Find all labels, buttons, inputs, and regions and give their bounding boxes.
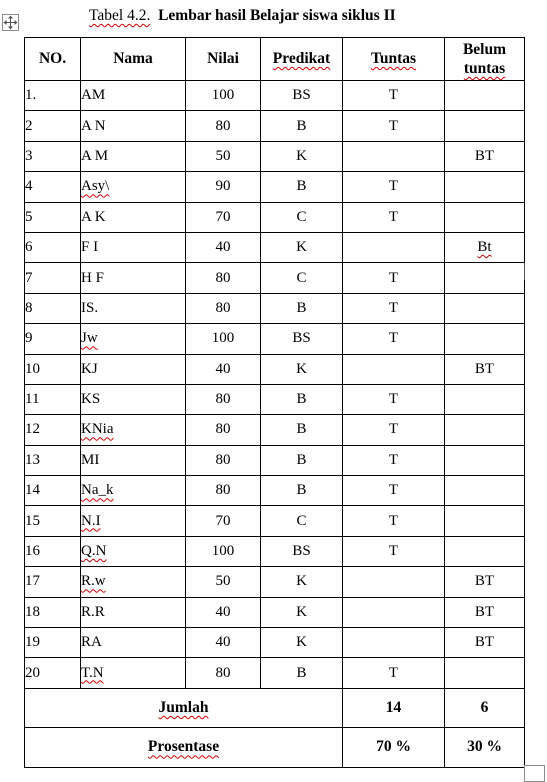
cell-nama-text: Q.N	[81, 543, 107, 560]
cell-nilai	[186, 232, 261, 262]
cell-belum-tuntas	[445, 111, 525, 141]
cell-tuntas	[343, 202, 445, 232]
cell-nilai	[186, 141, 261, 171]
cell-no-text: 11	[25, 391, 40, 408]
cell-tuntas	[343, 81, 445, 111]
table-resize-handle[interactable]	[524, 765, 545, 782]
text-cursor	[524, 263, 525, 280]
table-row	[25, 81, 525, 111]
table-row	[25, 597, 525, 627]
table-row	[25, 536, 525, 566]
cell-nilai-text: 50	[215, 147, 231, 164]
cell-nilai	[186, 506, 261, 536]
cell-tuntas-text: T	[388, 512, 399, 529]
cell-nama	[81, 263, 186, 293]
cell-nama	[81, 293, 186, 323]
cell-nilai-text: 90	[215, 178, 231, 195]
cell-nama	[81, 506, 186, 536]
cell-tuntas-text: T	[388, 299, 399, 316]
cell-tuntas	[343, 263, 445, 293]
cell-predikat-text: B	[296, 391, 307, 408]
cell-predikat	[261, 293, 343, 323]
cell-belum-tuntas	[445, 536, 525, 566]
header-predikat-label: Predikat	[272, 50, 331, 67]
cell-nama	[81, 415, 186, 445]
cell-tuntas-text: T	[388, 391, 399, 408]
cell-predikat	[261, 384, 343, 414]
cell-no-text: 16	[25, 543, 40, 560]
cell-predikat	[261, 111, 343, 141]
cell-no-text: 4	[25, 178, 33, 195]
cell-no-text: 15	[25, 512, 40, 529]
cell-belum-tuntas	[445, 81, 525, 111]
header-nama: Nama	[81, 38, 186, 81]
cell-belum-tuntas	[445, 202, 525, 232]
cell-nilai-text: 40	[215, 360, 231, 377]
prosentase-label: Prosentase	[147, 738, 220, 756]
cell-predikat-text: K	[296, 147, 307, 164]
cell-nama	[81, 354, 186, 384]
cell-belum-tuntas-text: BT	[474, 360, 495, 377]
cell-nilai	[186, 658, 261, 688]
cell-no	[25, 202, 81, 232]
cell-tuntas	[343, 536, 445, 566]
cell-no	[25, 536, 81, 566]
header-belum-line1: Belum	[462, 41, 507, 58]
cell-nilai	[186, 567, 261, 597]
cell-belum-tuntas-text: BT	[474, 603, 495, 620]
jumlah-belum: 6	[445, 688, 525, 727]
cell-tuntas-text: T	[388, 451, 399, 468]
cell-nama-text: Jw	[81, 330, 98, 347]
table-row	[25, 263, 525, 293]
cell-no-text: 10	[25, 360, 40, 377]
cell-belum-tuntas-text: BT	[474, 573, 495, 590]
cell-nilai-text: 80	[215, 421, 231, 438]
cell-tuntas-text: T	[388, 664, 399, 681]
results-table	[24, 37, 525, 768]
cell-tuntas	[343, 476, 445, 506]
cell-nama-text: IS.	[81, 299, 99, 316]
cell-belum-tuntas	[445, 263, 525, 293]
cell-no	[25, 415, 81, 445]
cell-nilai	[186, 293, 261, 323]
cell-nama-text: MI	[81, 451, 100, 468]
cell-predikat-text: B	[296, 482, 307, 499]
jumlah-tuntas: 14	[343, 688, 445, 727]
cell-belum-tuntas-text: BT	[474, 634, 495, 651]
table-row	[25, 232, 525, 262]
cell-predikat	[261, 506, 343, 536]
cell-nama	[81, 172, 186, 202]
cell-tuntas	[343, 506, 445, 536]
table-move-handle[interactable]	[2, 14, 19, 31]
table-row	[25, 384, 525, 414]
cell-nilai-text: 80	[215, 269, 231, 286]
cell-nama-text: A M	[81, 147, 109, 164]
cell-nama	[81, 567, 186, 597]
cell-tuntas	[343, 658, 445, 688]
cell-no-text: 1.	[25, 87, 37, 104]
cell-no-text: 18	[25, 603, 40, 620]
cell-predikat-text: C	[296, 269, 307, 286]
cell-nilai	[186, 111, 261, 141]
cell-no-text: 5	[25, 208, 33, 225]
cell-belum-tuntas	[445, 141, 525, 171]
cell-predikat-text: B	[296, 421, 307, 438]
cell-belum-tuntas	[445, 658, 525, 688]
cell-nilai-text: 40	[215, 603, 231, 620]
cell-predikat-text: B	[296, 117, 307, 134]
cell-belum-tuntas	[445, 476, 525, 506]
cell-nilai	[186, 597, 261, 627]
cell-belum-tuntas	[445, 293, 525, 323]
cell-nama	[81, 597, 186, 627]
cell-tuntas	[343, 141, 445, 171]
header-belum-line2: tuntas	[463, 60, 506, 77]
cell-nilai	[186, 384, 261, 414]
cell-no	[25, 81, 81, 111]
cell-predikat	[261, 141, 343, 171]
cell-predikat	[261, 354, 343, 384]
cell-no-text: 20	[25, 664, 40, 681]
caption-title: Lembar hasil Belajar siswa siklus II	[158, 7, 396, 24]
cell-no	[25, 476, 81, 506]
caption-prefix: Tabel 4.2.	[89, 7, 151, 24]
cell-nilai	[186, 628, 261, 658]
cell-no-text: 9	[25, 330, 33, 347]
cell-belum-tuntas-text: BT	[474, 147, 495, 164]
cell-no	[25, 384, 81, 414]
cell-tuntas-text: T	[388, 269, 399, 286]
cell-nama-text: H F	[81, 269, 104, 286]
cell-predikat	[261, 415, 343, 445]
cell-tuntas-text: T	[388, 330, 399, 347]
move-arrows-icon	[3, 15, 18, 30]
cell-nama-text: AM	[81, 87, 106, 104]
cell-tuntas	[343, 415, 445, 445]
cell-predikat-text: K	[296, 239, 307, 256]
cell-no	[25, 445, 81, 475]
cell-tuntas	[343, 445, 445, 475]
prosentase-label-cell	[25, 727, 343, 767]
cell-nilai-text: 80	[215, 391, 231, 408]
table-row	[25, 476, 525, 506]
cell-tuntas	[343, 172, 445, 202]
cell-predikat-text: K	[296, 634, 307, 651]
cell-predikat-text: K	[296, 603, 307, 620]
cell-no	[25, 324, 81, 354]
cell-belum-tuntas	[445, 597, 525, 627]
cell-nama-text: F I	[81, 239, 99, 256]
cell-belum-tuntas	[445, 384, 525, 414]
cell-nilai-text: 80	[215, 664, 231, 681]
cell-predikat	[261, 232, 343, 262]
cell-nilai-text: 40	[215, 634, 231, 651]
cell-nama-text: KNia	[81, 421, 114, 438]
table-row	[25, 628, 525, 658]
cell-nilai	[186, 354, 261, 384]
jumlah-label: Jumlah	[158, 698, 209, 716]
cell-no	[25, 597, 81, 627]
cell-predikat	[261, 536, 343, 566]
cell-no-text: 8	[25, 299, 33, 316]
cell-predikat	[261, 172, 343, 202]
cell-belum-tuntas	[445, 567, 525, 597]
cell-nilai-text: 100	[211, 543, 235, 560]
cell-tuntas-text: T	[388, 421, 399, 438]
cell-nilai	[186, 263, 261, 293]
cell-belum-tuntas	[445, 445, 525, 475]
prosentase-tuntas: 70 %	[343, 727, 445, 767]
cell-nama-text: R.w	[81, 573, 106, 590]
cell-predikat-text: C	[296, 208, 307, 225]
cell-predikat	[261, 202, 343, 232]
cell-nama	[81, 476, 186, 506]
cell-predikat-text: B	[296, 178, 307, 195]
cell-nilai-text: 100	[211, 330, 235, 347]
cell-nilai	[186, 202, 261, 232]
cell-predikat	[261, 324, 343, 354]
cell-nilai	[186, 172, 261, 202]
cell-belum-tuntas	[445, 628, 525, 658]
cell-predikat	[261, 263, 343, 293]
cell-nama	[81, 445, 186, 475]
prosentase-row	[25, 727, 525, 767]
cell-nama-text: KS	[81, 391, 101, 408]
cell-nama-text: Asy\	[81, 178, 110, 195]
cell-tuntas	[343, 324, 445, 354]
cell-nama-text: A N	[81, 117, 106, 134]
cell-nama	[81, 324, 186, 354]
cell-nilai-text: 70	[215, 512, 231, 529]
cell-predikat	[261, 81, 343, 111]
cell-belum-tuntas	[445, 172, 525, 202]
cell-tuntas-text: T	[388, 87, 399, 104]
cell-belum-tuntas	[445, 354, 525, 384]
header-no: NO.	[25, 38, 81, 81]
cell-nilai	[186, 81, 261, 111]
cell-no-text: 3	[25, 147, 33, 164]
cell-belum-tuntas	[445, 415, 525, 445]
cell-no	[25, 141, 81, 171]
table-row	[25, 415, 525, 445]
cell-no-text: 17	[25, 573, 40, 590]
table-caption	[89, 6, 396, 26]
cell-predikat-text: K	[296, 573, 307, 590]
cell-tuntas-text: T	[388, 208, 399, 225]
cell-nama	[81, 628, 186, 658]
header-belum-tuntas	[445, 38, 525, 81]
cell-belum-tuntas	[445, 324, 525, 354]
cell-no	[25, 567, 81, 597]
table-row	[25, 658, 525, 688]
cell-no-text: 13	[25, 451, 40, 468]
cell-tuntas	[343, 567, 445, 597]
cell-predikat-text: C	[296, 512, 307, 529]
cell-nilai	[186, 536, 261, 566]
cell-predikat	[261, 567, 343, 597]
cell-no	[25, 354, 81, 384]
table-row	[25, 141, 525, 171]
cell-no	[25, 232, 81, 262]
cell-nilai-text: 70	[215, 208, 231, 225]
header-predikat	[261, 38, 343, 81]
cell-nilai	[186, 415, 261, 445]
cell-nilai-text: 80	[215, 482, 231, 499]
cell-nilai-text: 80	[215, 451, 231, 468]
cell-no-text: 6	[25, 239, 33, 256]
table-row	[25, 324, 525, 354]
header-tuntas-label: Tuntas	[370, 50, 417, 67]
cell-nama-text: R.R	[81, 603, 105, 620]
cell-tuntas-text: T	[388, 482, 399, 499]
cell-nilai	[186, 324, 261, 354]
table-row	[25, 202, 525, 232]
cell-no-text: 19	[25, 634, 40, 651]
cell-nama	[81, 232, 186, 262]
cell-no	[25, 172, 81, 202]
cell-nama-text: T.N	[81, 664, 104, 681]
cell-no	[25, 293, 81, 323]
table-row	[25, 172, 525, 202]
cell-no	[25, 506, 81, 536]
cell-nilai	[186, 445, 261, 475]
cell-nama-text: A K	[81, 208, 106, 225]
cell-predikat-text: BS	[292, 87, 311, 104]
table-row	[25, 354, 525, 384]
cell-predikat	[261, 476, 343, 506]
cell-tuntas	[343, 232, 445, 262]
cell-nama-text: KJ	[81, 360, 98, 377]
cell-predikat-text: B	[296, 664, 307, 681]
cell-nama-text: RA	[81, 634, 102, 651]
cell-no-text: 7	[25, 269, 33, 286]
cell-nama	[81, 536, 186, 566]
cell-predikat-text: B	[296, 299, 307, 316]
table-row	[25, 567, 525, 597]
table-row	[25, 111, 525, 141]
cell-predikat	[261, 597, 343, 627]
prosentase-belum: 30 %	[445, 727, 525, 767]
jumlah-label-cell	[25, 688, 343, 727]
table-row	[25, 445, 525, 475]
cell-nilai-text: 50	[215, 573, 231, 590]
cell-tuntas	[343, 597, 445, 627]
cell-tuntas	[343, 111, 445, 141]
cell-no	[25, 628, 81, 658]
cell-nilai	[186, 476, 261, 506]
cell-tuntas-text: T	[388, 543, 399, 560]
cell-predikat-text: K	[296, 360, 307, 377]
cell-nilai-text: 100	[211, 87, 235, 104]
cell-no	[25, 111, 81, 141]
cell-belum-tuntas	[445, 232, 525, 262]
cell-nama	[81, 384, 186, 414]
cell-no	[25, 263, 81, 293]
cell-belum-tuntas	[445, 506, 525, 536]
cell-tuntas	[343, 384, 445, 414]
cell-tuntas-text: T	[388, 178, 399, 195]
cell-nama-text: Na_k	[81, 482, 114, 499]
cell-belum-tuntas-text: Bt	[477, 239, 492, 256]
cell-nilai-text: 80	[215, 299, 231, 316]
table-row	[25, 506, 525, 536]
cell-tuntas	[343, 293, 445, 323]
cell-tuntas	[343, 628, 445, 658]
cell-nama-text: N.I	[81, 512, 101, 529]
cell-nama	[81, 111, 186, 141]
cell-tuntas-text: T	[388, 117, 399, 134]
cell-predikat	[261, 445, 343, 475]
cell-nama	[81, 658, 186, 688]
cell-predikat	[261, 658, 343, 688]
cell-nama	[81, 81, 186, 111]
cell-predikat	[261, 628, 343, 658]
cell-predikat-text: B	[296, 451, 307, 468]
cell-no	[25, 658, 81, 688]
cell-no-text: 14	[25, 482, 40, 499]
cell-nama	[81, 202, 186, 232]
table-header-row	[25, 38, 525, 81]
cell-predikat-text: BS	[292, 330, 311, 347]
cell-predikat-text: BS	[292, 543, 311, 560]
cell-nilai-text: 40	[215, 239, 231, 256]
jumlah-row	[25, 688, 525, 727]
cell-no-text: 2	[25, 117, 33, 134]
cell-nama	[81, 141, 186, 171]
cell-tuntas	[343, 354, 445, 384]
header-nilai: Nilai	[186, 38, 261, 81]
table-row	[25, 293, 525, 323]
cell-no-text: 12	[25, 421, 40, 438]
header-tuntas	[343, 38, 445, 81]
cell-nilai-text: 80	[215, 117, 231, 134]
